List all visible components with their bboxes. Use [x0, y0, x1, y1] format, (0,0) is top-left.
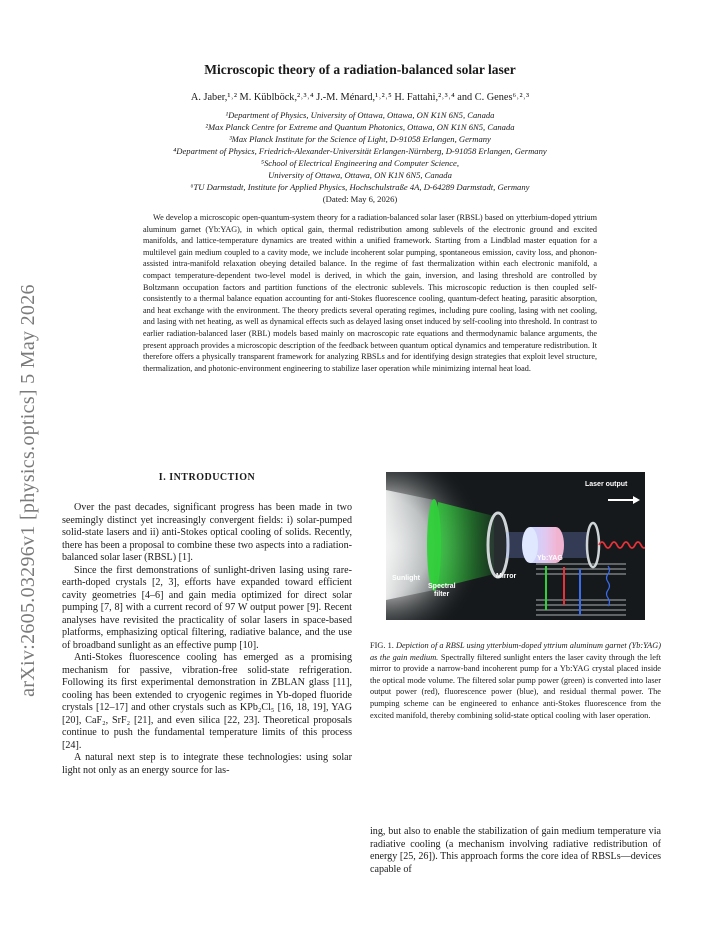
figure-label-spectral-filter-line2: filter	[434, 591, 450, 598]
right-column	[370, 826, 661, 876]
figure-label-sunlight: Sunlight	[392, 575, 420, 582]
caption-label: FIG. 1.	[370, 641, 394, 650]
yb-yag-crystal-front	[522, 527, 538, 563]
affiliation-2: ²Max Planck Centre for Extreme and Quantum Photonics, Ottawa, ON K1N 6N5, Canada	[205, 122, 515, 132]
figure-label-ybyag: Yb:YAG	[537, 555, 563, 562]
figure-label-laser-output: Laser output	[585, 481, 628, 488]
section-heading-introduction: I. INTRODUCTION	[158, 472, 256, 483]
intro-paragraph-continued: ing, but also to enable the stabilization of gain medium temperature via radiative cooling (a mechanism involving radiative redistribution of energy [25, 26]). This approach forms the core idea of RBSLs—devices capable of	[370, 826, 661, 875]
figure-1-illustration	[386, 472, 645, 620]
arxiv-identifier	[10, 240, 46, 740]
sunlight-beam	[386, 490, 434, 600]
affiliation-5b: University of Ottawa, Ottawa, ON K1N 6N5, Canada	[268, 170, 452, 180]
intro-paragraph-3: Anti-Stokes fluorescence cooling has emerged as a promising mechanism for passive, vibration-free solid-state refrigeration. Following its first experimental demonstration in ZBLAN glass [11], cooling has been extended to cryogenic regimes in Yb-doped fluoride crystals [12–17] and other crystals such as KPb₂Cl₅ [16, 18, 19], YAG [20], CaF₂, SrF₂ [21], and even silica [22, 23]. Theoretical proposals continue to push the fundamental temperature limits of this process [24].	[62, 652, 352, 751]
affiliation-1: ¹Department of Physics, University of Ottawa, Ottawa, ON K1N 6N5, Canada	[225, 110, 495, 120]
left-mirror-shade	[490, 515, 506, 575]
intro-paragraph-4: A natural next step is to integrate these technologies: using solar light not only as an energy source for las-	[62, 752, 352, 776]
intro-paragraph-2: Since the first demonstrations of sunlight-driven lasing using rare-earth-doped crystals [2, 3], efforts have expanded toward efficient cavity geometries [4–6] and gain media optimized for direct solar pumping [7, 8] with a current record of 97 W output power [9]. Recent analyses have revisited the practicality of solar lasers in space-based platforms, emphasizing optical filtering, radiative balance, and the use of broadband sunlight as an effective pump [10].	[62, 564, 352, 651]
author-list: A. Jaber,¹˒² M. Küblböck,²˒³˒⁴ J.-M. Ménard,¹˒²˒⁵ H. Fattahi,²˒³˒⁴ and C. Genes⁶˒²˒³	[190, 92, 530, 103]
figure-1-caption	[370, 640, 661, 721]
caption-body: Spectrally filtered sunlight enters the laser cavity through the left mirror to provide a narrow-band incoherent pump for a Yb:YAG crystal placed inside the optical mode volume. The filtered solar pump power (green) is converted into laser output power (red), fluorescence power (blue), and residual thermal power. The pumping scheme can be engineered to enhance anti-Stokes fluorescence from the excited manifold, thereby combining solid-state optical cooling with laser operation.	[370, 652, 661, 720]
date-line: (Dated: May 6, 2026)	[322, 194, 398, 204]
paper-title: Microscopic theory of a radiation-balanced solar laser	[204, 62, 516, 77]
affiliation-3: ³Max Planck Institute for the Science of Light, D-91058 Erlangen, Germany	[229, 134, 491, 144]
intro-paragraph-1: Over the past decades, significant progress has been made in two seemingly distinct yet increasingly convergent fields: i) solar-pumped solid-state lasers and ii) anti-Stokes optical cooling of solids. Recently, there has been a proposal to combine these two aspects into a radiation-balanced solar laser (RBSL) [1].	[62, 502, 352, 563]
caption-italic: Depiction of a RBSL using ytterbium-doped yttrium aluminum garnet (Yb:YAG) as the gain medium.	[370, 641, 662, 662]
affiliation-6: ⁶TU Darmstadt, Institute for Applied Physics, Hochschulstraße 4A, D-64289 Darmstadt, Germany	[190, 182, 530, 192]
affiliation-4: ⁴Department of Physics, Friedrich-Alexander-Universität Erlangen-Nürnberg, D-91058 Erlangen, Germany	[173, 146, 547, 156]
filtered-pump-beam	[438, 502, 494, 588]
abstract: We develop a microscopic open-quantum-system theory for a radiation-balanced solar laser (RBSL) based on ytterbium-doped yttrium aluminum garnet (Yb:YAG), in which optical gain, thermal redistribution among sublevels of the electronic ground and excited manifolds, and lattice-temperature dynamics are treated within a unified framework. Starting from a Lindblad master equation for a multilevel gain medium coupled to a cavity mode, we include incoherent solar pumping, spontaneous emission, cavity loss, and phonon-assisted intra-manifold relaxation obeying detailed balance. In the regime of fast thermalization within each electronic manifold, a compact temperature-dependent two-level model is derived, in which the gain, inversion, and lasing threshold are controlled by Boltzmann occupation factors and partition functions of the electronic sublevels. This microscopic reduction is then coupled self-consistently to a thermal balance equation accounting for anti-Stokes fluorescence cooling, quantum-defect heating, parasitic absorption, and heat exchange with the environment. The theory predicts several operating regimes, including pure cooling, lasing with net cooling, and lasing with net heating, as well as dynamical effects such as delayed lasing onset induced by self-cooling into threshold. In contrast to earlier radiation-balanced laser (RBL) models based mainly on macroscopic rate equations and thermodynamic balance arguments, the present approach provides a microscopic description of the feedback between quantum optical dynamics and temperature redistribution. It therefore offers a physically transparent framework for analyzing RBSLs and for identifying design strategies that exploit level structure, thermalization, and photonic-environment engineering to stabilize laser operation while minimizing internal heat load.	[143, 213, 597, 373]
arxiv-identifier-text: arXiv:2605.03296v1 [physics.optics] 5 May 2026	[16, 283, 39, 697]
figure-label-mirror: Mirror	[496, 573, 517, 580]
figure-label-spectral-filter-line1: Spectral	[428, 583, 456, 590]
affiliation-5a: ⁵School of Electrical Engineering and Computer Science,	[261, 158, 459, 168]
left-column	[62, 502, 352, 777]
affiliations	[0, 109, 720, 205]
